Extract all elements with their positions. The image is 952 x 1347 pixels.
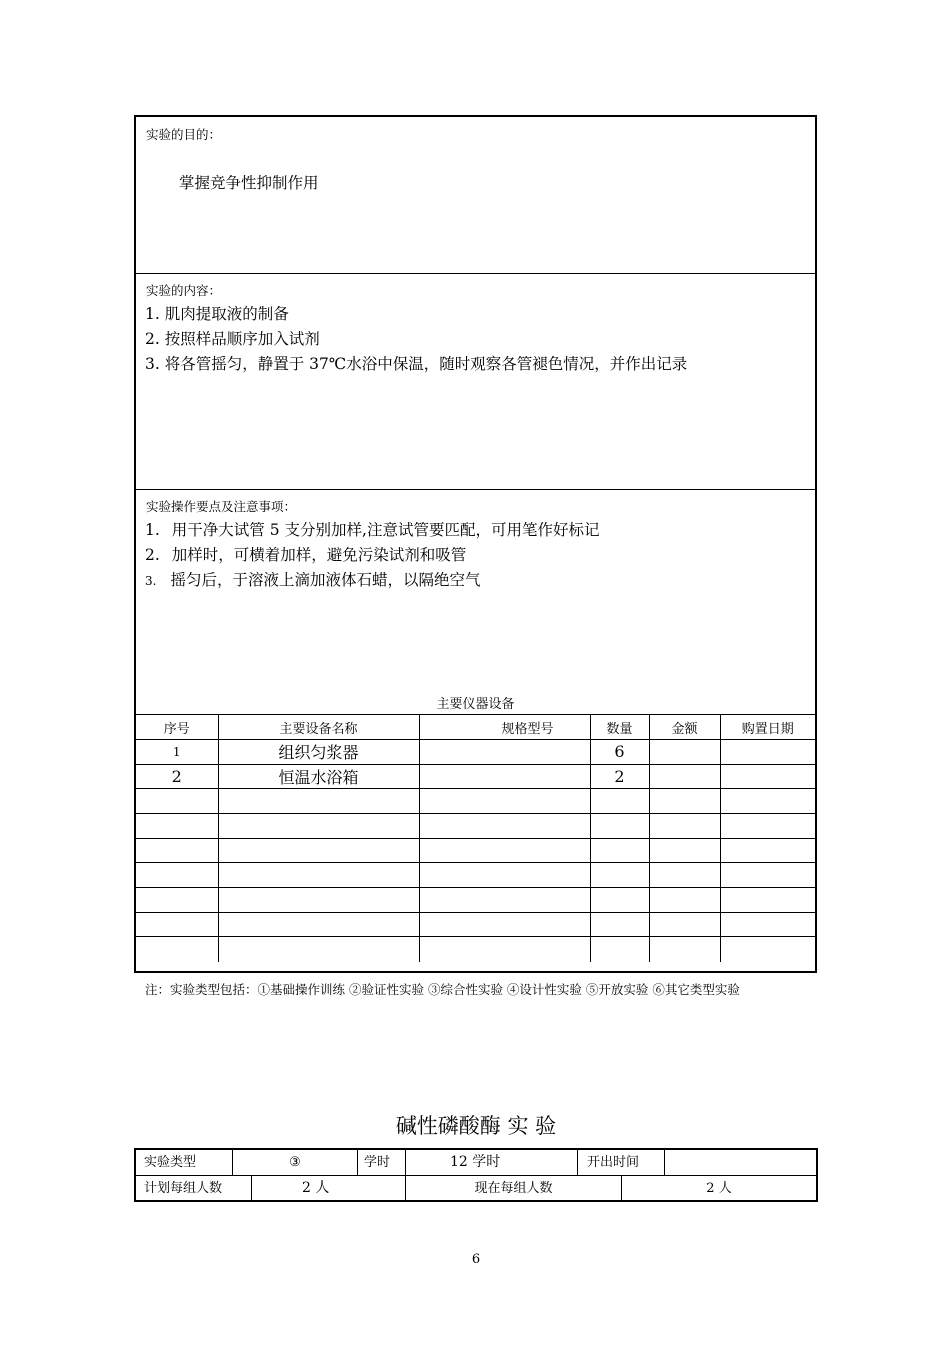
row-name: 组织匀浆器	[218, 739, 419, 764]
content-item-2: 2. 按照样品顺序加入试剂	[145, 330, 320, 348]
experiment-form	[134, 115, 817, 973]
empty-cell	[419, 789, 590, 814]
empty-cell	[590, 863, 649, 888]
empty-cell	[720, 789, 815, 814]
empty-cell	[590, 888, 649, 913]
empty-cell	[720, 912, 815, 937]
empty-cell	[720, 937, 815, 962]
notes-item-2	[145, 543, 466, 565]
start-time-value	[664, 1150, 816, 1175]
empty-cell	[590, 789, 649, 814]
table-row	[136, 813, 815, 838]
empty-cell	[590, 937, 649, 962]
notes-item-3-num: 3.	[145, 574, 157, 588]
row-amount	[649, 739, 720, 764]
content-item-1: 1. 肌肉提取液的制备	[145, 305, 289, 323]
empty-cell	[649, 937, 720, 962]
empty-cell	[649, 863, 720, 888]
empty-cell	[649, 789, 720, 814]
empty-cell	[136, 789, 218, 814]
empty-cell	[218, 863, 419, 888]
row-quantity: 2	[590, 764, 649, 789]
next-experiment-title: 碱性磷酸酶 实 验	[395, 1114, 557, 1138]
info-row-2	[136, 1175, 816, 1200]
notes-item-1-num: 1.	[145, 521, 160, 539]
empty-cell	[649, 838, 720, 863]
header-quantity: 数量	[590, 715, 649, 740]
notes-item-3	[145, 568, 480, 590]
empty-cell	[649, 813, 720, 838]
table-row	[136, 937, 815, 962]
table-row	[136, 739, 815, 764]
empty-cell	[218, 912, 419, 937]
notes-item-2-text: 加样时，可横着加样，避免污染试剂和吸管	[171, 546, 467, 564]
header-index: 序号	[136, 715, 218, 740]
content-label: 实验的内容：	[146, 283, 222, 298]
type-label: 实验类型	[144, 1155, 197, 1170]
content-section	[136, 274, 815, 490]
experiment-type-note: 注：实验类型包括：①基础操作训练 ②验证性实验 ③综合性实验 ④设计性实验 ⑤开放实验 ⑥其它类型实验	[145, 982, 740, 997]
empty-cell	[419, 912, 590, 937]
current-group-size-value: 2 人	[621, 1176, 816, 1200]
type-value: ③	[232, 1150, 357, 1175]
row-purchase-date	[720, 764, 815, 789]
hours-value: 12 学时	[405, 1150, 577, 1175]
equipment-header-row	[136, 715, 815, 740]
empty-cell	[136, 813, 218, 838]
empty-cell	[419, 937, 590, 962]
purpose-label: 实验的目的：	[146, 127, 222, 142]
empty-cell	[218, 813, 419, 838]
next-experiment-info-table	[134, 1148, 818, 1202]
empty-cell	[649, 912, 720, 937]
empty-cell	[218, 789, 419, 814]
notes-item-1-text: 用干净大试管 5 支分别加样,注意试管要匹配，可用笔作好标记	[171, 521, 600, 539]
empty-cell	[136, 888, 218, 913]
table-row	[136, 764, 815, 789]
empty-cell	[218, 838, 419, 863]
row-spec	[419, 739, 590, 764]
empty-cell	[136, 863, 218, 888]
page-number: 6	[471, 1252, 481, 1267]
empty-cell	[136, 838, 218, 863]
empty-cell	[720, 888, 815, 913]
row-spec	[419, 764, 590, 789]
header-amount: 金额	[649, 715, 720, 740]
equipment-title: 主要仪器设备	[136, 690, 815, 715]
header-purchase-date: 购置日期	[720, 715, 815, 740]
empty-cell	[136, 912, 218, 937]
purpose-text: 掌握竞争性抑制作用	[179, 174, 319, 192]
hours-label: 学时	[357, 1150, 405, 1175]
info-row-1	[136, 1150, 816, 1175]
table-row	[136, 863, 815, 888]
row-name: 恒温水浴箱	[218, 764, 419, 789]
notes-item-2-num: 2.	[145, 546, 160, 564]
row-amount	[649, 764, 720, 789]
empty-cell	[419, 863, 590, 888]
planned-group-size-label: 计划每组人数	[144, 1181, 223, 1196]
notes-item-1	[145, 518, 599, 540]
row-index: 2	[136, 764, 218, 789]
row-index: 1	[136, 739, 218, 764]
notes-item-3-text: 摇匀后，于溶液上滴加液体石蜡，以隔绝空气	[170, 571, 481, 589]
table-row	[136, 789, 815, 814]
purpose-section	[136, 117, 815, 274]
planned-group-size-value: 2 人	[251, 1176, 405, 1200]
row-quantity: 6	[590, 739, 649, 764]
notes-section	[136, 490, 815, 690]
empty-cell	[590, 838, 649, 863]
empty-cell	[419, 813, 590, 838]
equipment-title-row	[136, 690, 815, 715]
empty-cell	[720, 838, 815, 863]
empty-cell	[720, 813, 815, 838]
empty-cell	[136, 937, 218, 962]
empty-cell	[649, 888, 720, 913]
empty-cell	[218, 937, 419, 962]
header-name: 主要设备名称	[218, 715, 419, 740]
row-purchase-date	[720, 739, 815, 764]
empty-cell	[419, 888, 590, 913]
notes-label: 实验操作要点及注意事项：	[146, 499, 297, 514]
current-group-size-label: 现在每组人数	[405, 1176, 621, 1200]
header-spec: 规格型号	[419, 715, 590, 740]
empty-cell	[590, 813, 649, 838]
equipment-table	[136, 690, 815, 962]
table-row	[136, 912, 815, 937]
table-row	[136, 838, 815, 863]
table-row	[136, 888, 815, 913]
empty-cell	[720, 863, 815, 888]
empty-cell	[419, 838, 590, 863]
start-time-label: 开出时间	[577, 1150, 664, 1175]
content-item-3: 3. 将各管摇匀，静置于 37℃水浴中保温，随时观察各管褪色情况，并作出记录	[145, 355, 688, 373]
empty-cell	[218, 888, 419, 913]
empty-cell	[590, 912, 649, 937]
